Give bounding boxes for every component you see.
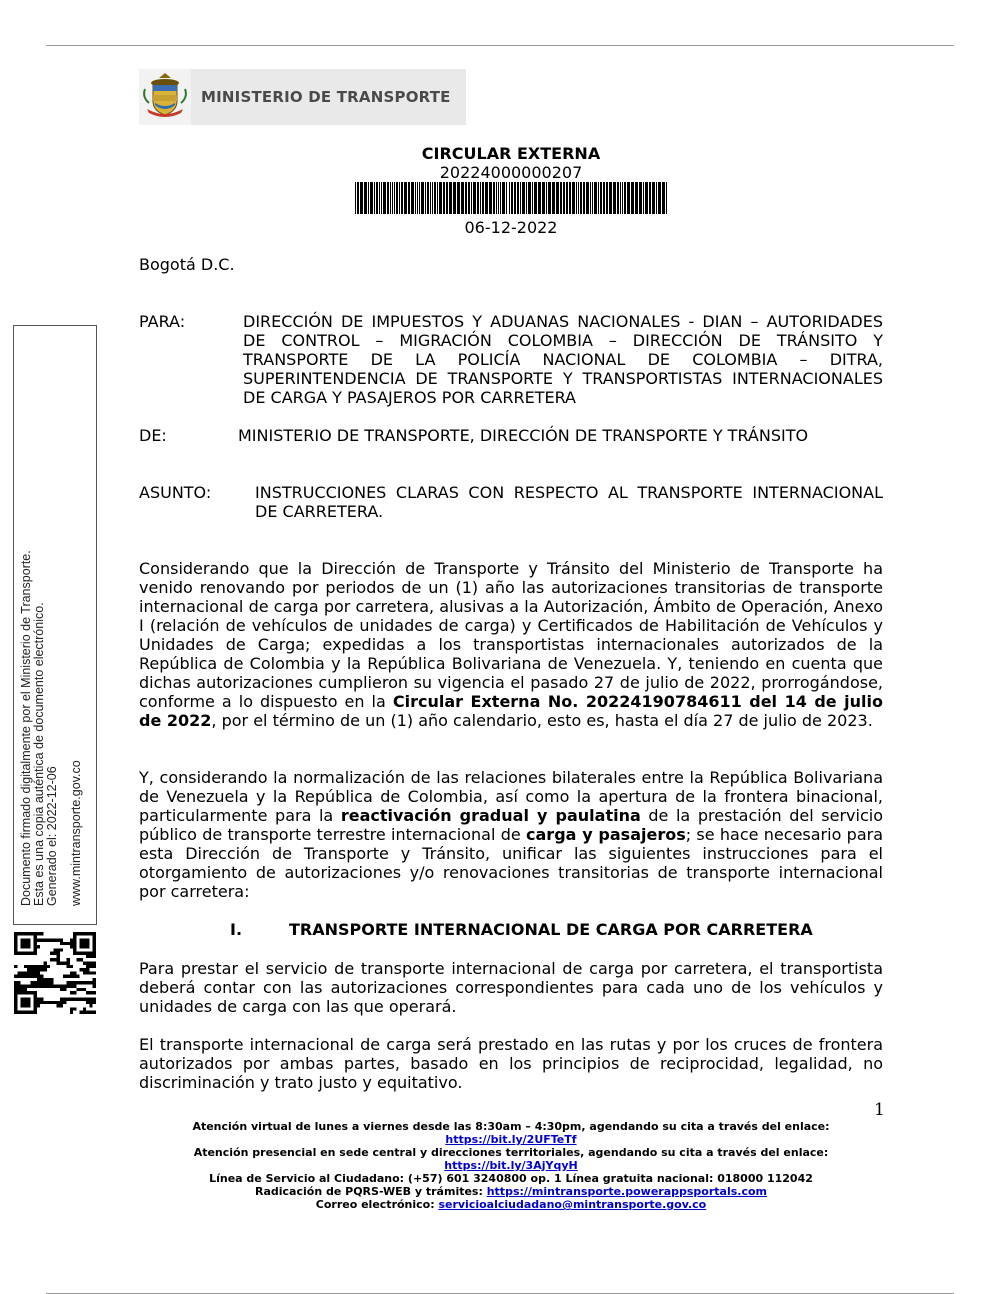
- footer-pqrs-label: Radicación de PQRS-WEB y trámites:: [254, 1185, 487, 1198]
- city: Bogotá D.C.: [139, 255, 235, 274]
- para-recipients: DIRECCIÓN DE IMPUESTOS Y ADUANAS NACIONALES - DIAN – AUTORIDADES DE CONTROL – MIGRACIÓN COLOMBIA – DIRECCIÓN DE TRÁNSITO Y TRANSPORTE DE LA POLICÍA NACIONAL DE COLOMBIA – DITRA, SUPERINTENDENCIA DE TRANSPORTE Y TRANSPORTISTAS INTERNACIONALES DE CARGA Y PASAJEROS POR CARRETERA: [243, 312, 883, 407]
- p1-text-a: Considerando que la Dirección de Transporte y Tránsito del Ministerio de Transporte ha venido renovando por periodos de un (1) año las autorizaciones transitorias de transporte internacional de carga por carretera, alusivas a la Autorización, Ámbito de Operación, Anexo I (relación de vehículos de unidades de carga) y Certificados de Habilitación de Vehículos y Unidades de Carga; expedidas a los transportistas internacionales autorizados de la República de Colombia y la República Bolivariana de Venezuela. Y, teniendo en cuenta que dichas autorizaciones cumplieron su vigencia el pasado 27 de julio de 2022, prorrogándose, conforme a lo dispuesto en la: [139, 559, 883, 711]
- de-label: DE:: [139, 426, 167, 445]
- de-sender: MINISTERIO DE TRANSPORTE, DIRECCIÓN DE TRANSPORTE Y TRÁNSITO: [238, 426, 809, 445]
- footer-line-5: [140, 1198, 882, 1211]
- qr-code-icon: [14, 932, 96, 1014]
- logo-text: MINISTERIO DE TRANSPORTE: [201, 88, 451, 106]
- doc-date: 06-12-2022: [464, 218, 558, 237]
- footer-line-3: Línea de Servicio al Ciudadano: (+57) 601 3240800 op. 1 Línea gratuita nacional: 018000 112042: [209, 1172, 813, 1185]
- ministry-logo: [139, 69, 466, 125]
- p1-circular-ref: Circular Externa No. 20224190784611 del 14 de julio de 2022: [139, 692, 884, 730]
- coat-of-arms-icon: [139, 69, 191, 125]
- signature-line-2: Esta es una copia auténtica de documento electrónico.: [32, 602, 46, 906]
- doc-number: 20224000000207: [439, 163, 583, 182]
- paragraph-1: [139, 559, 883, 730]
- p2-bold-2: carga y pasajeros: [526, 825, 686, 844]
- paragraph-3: Para prestar el servicio de transporte internacional de carga por carretera, el transportista deberá contar con las autorizaciones correspondientes para cada uno de los vehículos y unidades de carga con las que operará.: [139, 959, 883, 1016]
- footer-line-2: Atención presencial en sede central y direcciones territoriales, agendando su cita a través del enlace:: [193, 1146, 829, 1159]
- p2-text-c: ; se hace necesario para esta Dirección de Transporte y Tránsito, unificar las siguientes instrucciones para el otorgamiento de autorizaciones y/o renovaciones transitorias de transporte internacional por carretera:: [139, 825, 884, 901]
- footer-link-1-row: [140, 1133, 882, 1146]
- top-rule: [46, 45, 954, 46]
- footer-pqrs-link[interactable]: https://mintransporte.powerappsportals.com: [486, 1185, 767, 1198]
- section-number: I.: [230, 920, 243, 939]
- paragraph-2: [139, 768, 883, 901]
- p1-text-b: , por el término de un (1) año calendario, esto es, hasta el día 27 de julio de 2023.: [211, 711, 873, 730]
- digital-signature-box: [13, 325, 97, 925]
- footer-line-1: Atención virtual de lunes a viernes desde las 8:30am – 4:30pm, agendando su cita a través del enlace:: [192, 1120, 830, 1133]
- footer-link-1[interactable]: https://bit.ly/2UFTeTf: [445, 1133, 577, 1146]
- paragraph-4: El transporte internacional de carga será prestado en las rutas y por los cruces de frontera autorizados por ambas partes, basado en los principios de reciprocidad, legalidad, no discriminación y trato justo y equitativo.: [139, 1035, 883, 1092]
- signature-line-3: Generado el: 2022-12-06: [45, 766, 59, 906]
- signature-line-1: Documento firmado digitalmente por el Ministerio de Transporte.: [19, 550, 33, 906]
- para-label: PARA:: [139, 312, 186, 331]
- p2-text-a: Y, considerando la normalización de las relaciones bilaterales entre la República Bolivariana de Venezuela y la República de Colombia, así como la apertura de la frontera binacional, particularmente para la: [139, 768, 883, 825]
- footer-email-label: Correo electrónico:: [315, 1198, 439, 1211]
- p2-bold-1: reactivación gradual y paulatina: [340, 806, 641, 825]
- footer-link-2-row: [140, 1159, 882, 1172]
- signature-url: www.mintransporte.gov.co: [69, 760, 83, 906]
- barcode: [355, 182, 667, 214]
- footer-link-2[interactable]: https://bit.ly/3AjYqyH: [444, 1159, 578, 1172]
- footer-line-4: [140, 1185, 882, 1198]
- asunto-label: ASUNTO:: [139, 483, 212, 502]
- footer-email-link[interactable]: servicioalciudadano@mintransporte.gov.co: [438, 1198, 707, 1211]
- page-number: 1: [874, 1100, 885, 1120]
- asunto-subject: INSTRUCCIONES CLARAS CON RESPECTO AL TRANSPORTE INTERNACIONAL DE CARRETERA.: [255, 483, 883, 521]
- section-title: TRANSPORTE INTERNACIONAL DE CARGA POR CARRETERA: [289, 920, 813, 939]
- doc-type: CIRCULAR EXTERNA: [421, 144, 601, 163]
- p2-text-b: de la prestación del servicio público de transporte terrestre internacional de: [139, 806, 884, 844]
